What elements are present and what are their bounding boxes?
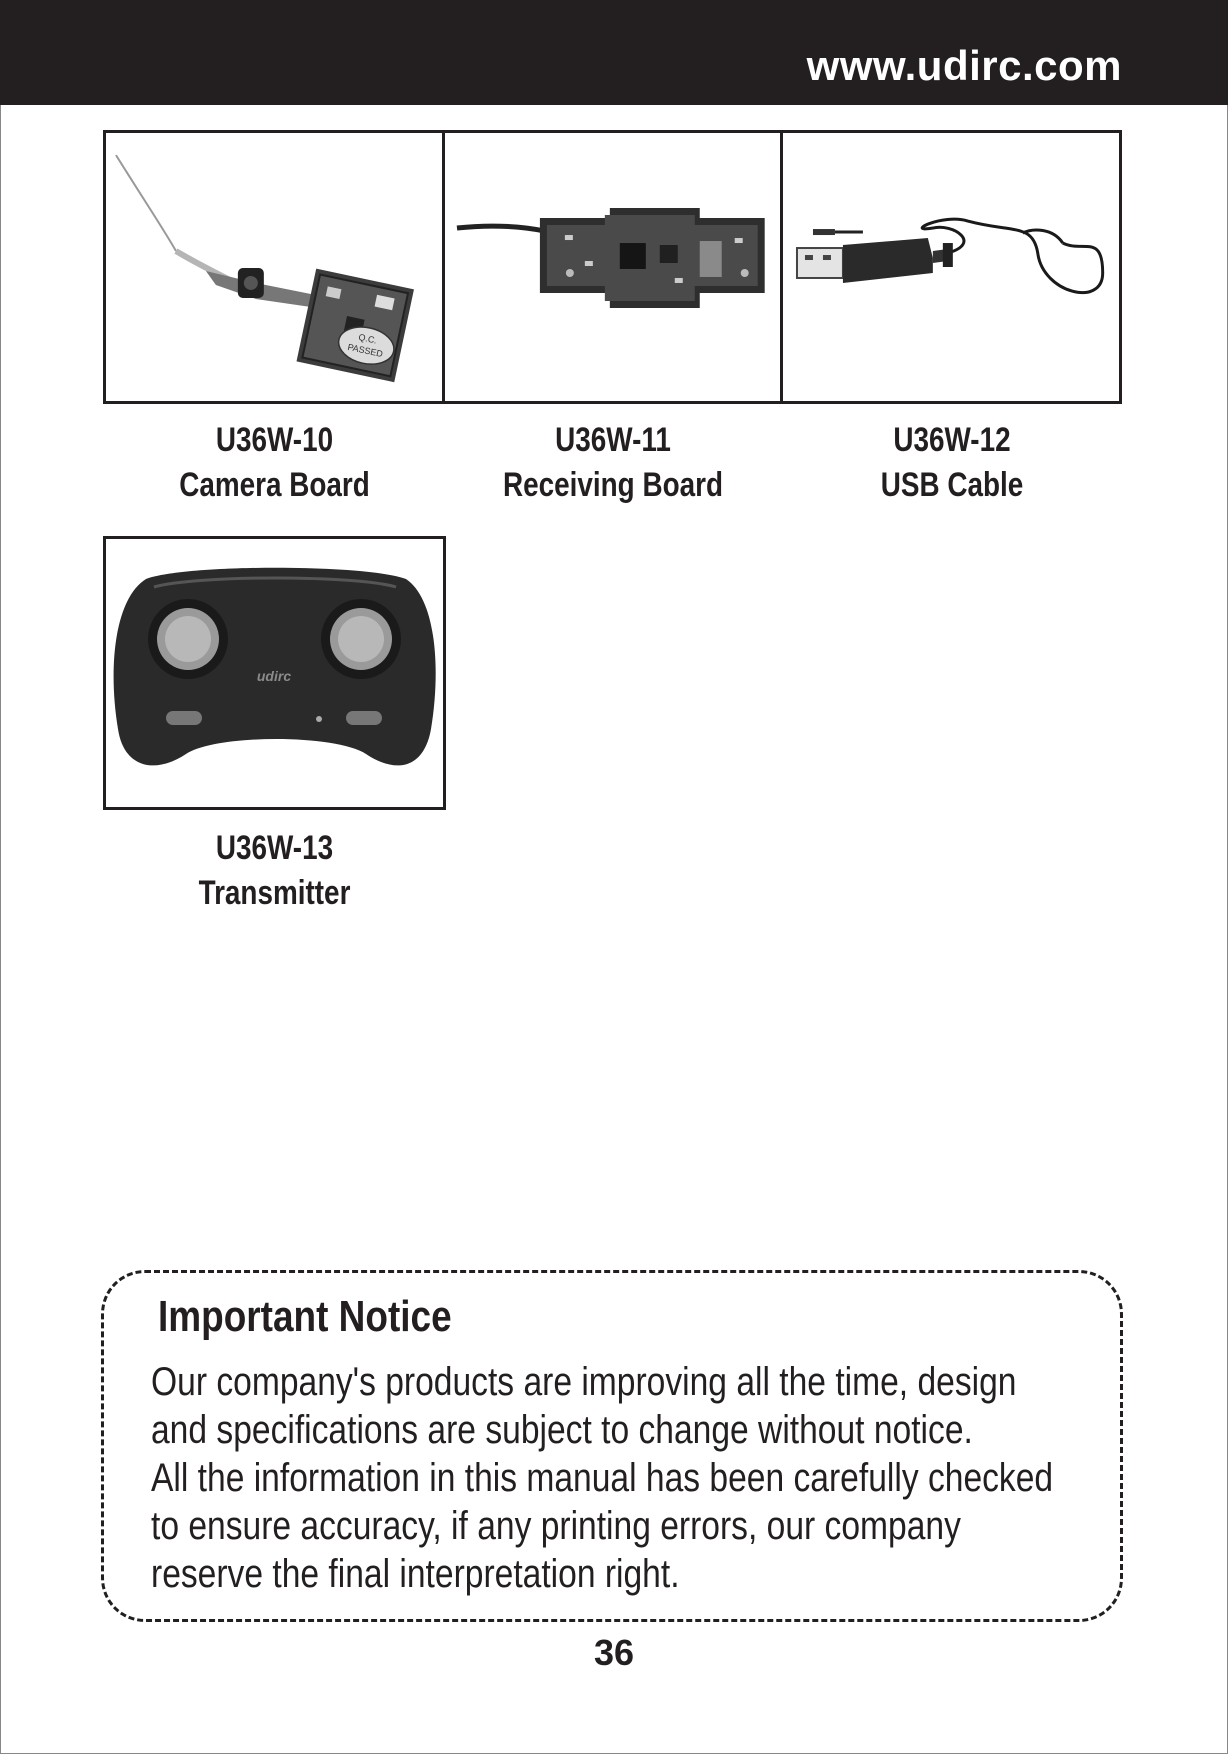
notice-line: and specifications are subject to change without notice. [151,1408,973,1452]
receiving-board-icon [445,133,781,401]
parts-image-grid [103,130,1122,404]
part-code: U36W-12 [893,421,1011,459]
notice-line: reserve the final interpretation right. [151,1552,680,1596]
usb-cable-icon [783,133,1119,401]
part-image-camera-board [106,133,442,401]
part-image-transmitter [103,536,446,810]
notice-line: Our company's products are improving all the time, design [151,1360,1017,1404]
part-code: U36W-13 [215,829,334,867]
transmitter-icon [106,539,443,807]
notice-line: to ensure accuracy, if any printing errors, our company [151,1504,961,1548]
part-image-usb-cable [780,133,1119,401]
part-image-receiving-board [442,133,781,401]
part-caption-usb-cable [813,418,1092,508]
part-name: Camera Board [179,466,370,504]
notice-line: All the information in this manual has been carefully checked [151,1456,1054,1500]
part-name: Transmitter [198,874,351,912]
notice-title: Important Notice [158,1292,452,1341]
notice-body [151,1358,1053,1598]
part-code: U36W-11 [555,421,671,459]
camera-board-icon [106,133,442,401]
sticker-line1: Q.C. [357,331,378,346]
sticker-line2: PASSED [346,341,384,360]
part-name: USB Cable [880,466,1024,504]
part-caption-transmitter [134,826,415,916]
header-bar [0,0,1228,105]
part-code: U36W-10 [215,421,334,459]
site-url: www.udirc.com [806,42,1122,89]
part-caption-receiving-board [474,418,753,508]
transmitter-brand: udirc [256,668,292,684]
page-number: 36 [593,1632,635,1673]
part-caption-camera-board [134,418,415,508]
part-name: Receiving Board [502,466,724,504]
